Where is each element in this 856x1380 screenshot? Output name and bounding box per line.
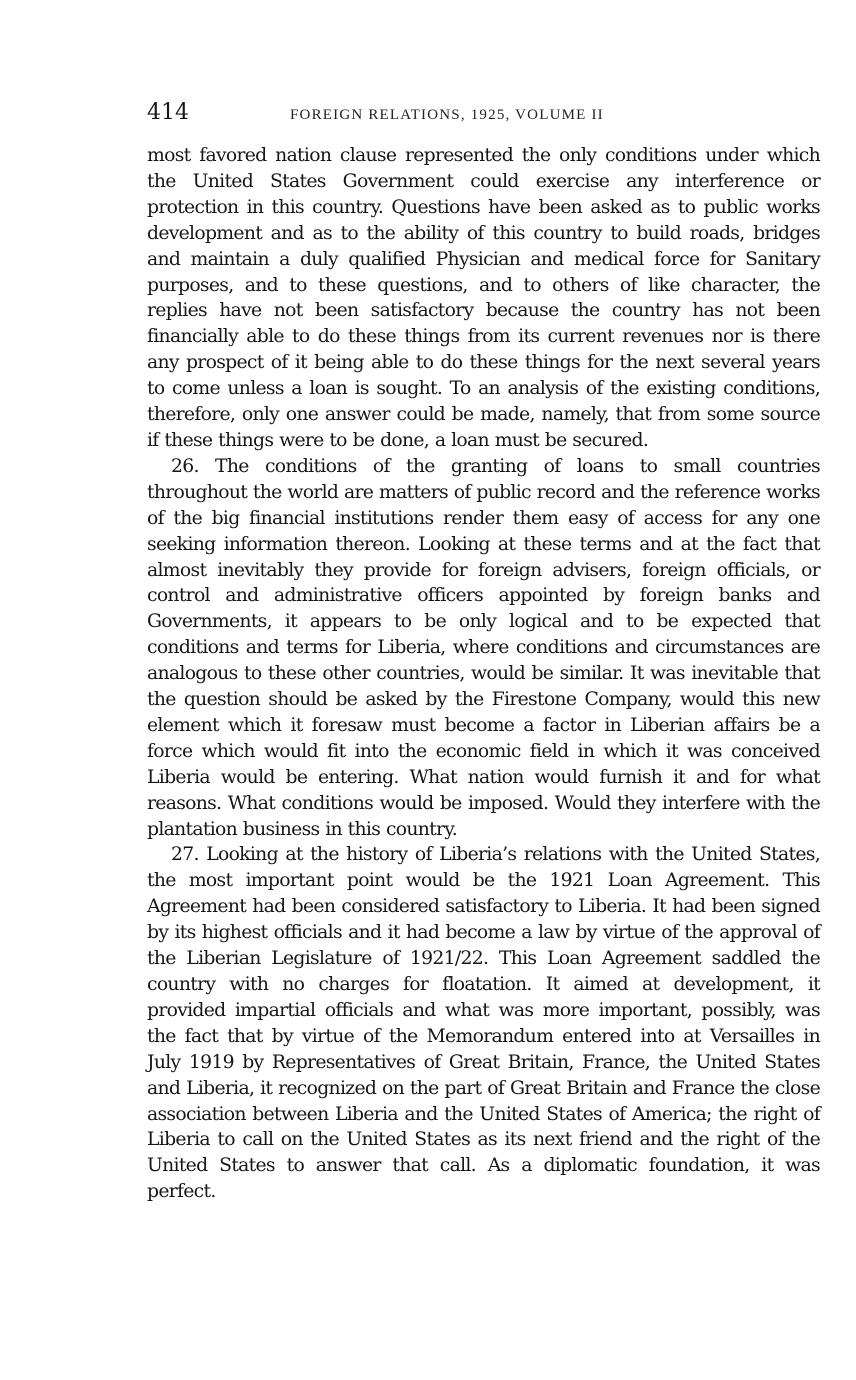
running-head: FOREIGN RELATIONS, 1925, VOLUME II	[290, 107, 604, 123]
paragraph-continued: most favored nation clause represented the only conditions under which the United States Government could exercise any interference or protection in this country. Questions have been asked as to public works development and as to the ability of this country to build roads, bridges and maintain a duly qualified Physician and medical force for Sanitary purposes, and to these questions, and to others of like character, the replies have not been satisfactory because the country has not been financially able to do these things from its current revenues nor is there any prospect of it being able to do these things for the next several years to come unless a loan is sought. To an analysis of the existing conditions, therefore, only one answer could be made, namely, that from some source if these things were to be done, a loan must be secured.	[147, 145, 820, 451]
paragraph-26: 26. The conditions of the granting of loans to small countries throughout the world are matters of public record and the reference works of the big financial institutions render them easy of access for any one seeking information thereon. Looking at these terms and at the fact that almost inevitably they provide for foreign advisers, foreign officials, or control and administrative officers appointed by foreign banks and Governments, it appears to be only logical and to be expected that conditions and terms for Liberia, where conditions and circumstances are analogous to these other countries, would be similar. It was inevitable that the question should be asked by the Firestone Company, would this new element which it foresaw must become a factor in Liberian affairs be a force which would fit into the economic field in which it was conceived Liberia would be entering. What nation would furnish it and for what reasons. What conditions would be imposed. Would they interfere with the plantation business in this country.	[147, 455, 820, 840]
page-number: 414	[147, 100, 189, 125]
body-text	[147, 143, 820, 1205]
paragraph-27: 27. Looking at the history of Liberia’s relations with the United States, the most important point would be the 1921 Loan Agreement. This Agreement had been considered satisfactory to Liberia. It had been signed by its highest officials and it had become a law by virtue of the approval of the Liberian Legislature of 1921/22. This Loan Agreement saddled the country with no charges for floatation. It aimed at development, it provided impartial officials and what was more important, possibly, was the fact that by virtue of the Memorandum entered into at Versailles in July 1919 by Representatives of Great Britain, France, the United States and Liberia, it recognized on the part of Great Britain and France the close association between Liberia and the United States of America; the right of Liberia to call on the United States as its next friend and the right of the United States to answer that call. As a diplomatic foundation, it was perfect.	[147, 844, 820, 1203]
page-header	[147, 100, 820, 130]
